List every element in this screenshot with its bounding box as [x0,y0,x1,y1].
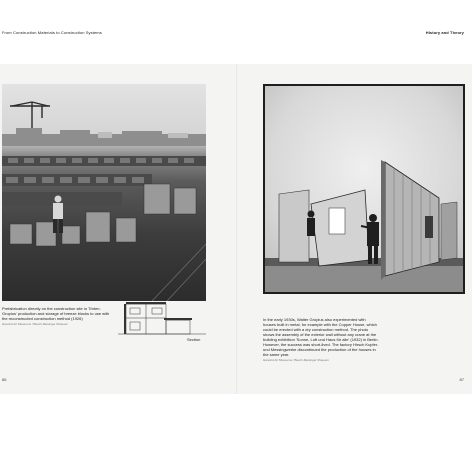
caption-credit-right: Harvard Art Museums / Busch-Reisinger Museum [263,358,329,362]
section-drawing-svg [118,298,206,338]
book-gutter [236,64,237,394]
photo-caption-left [2,306,114,327]
running-head-right: History and Theory [425,30,464,35]
page-number-left: 86 [2,377,7,382]
construction-site-illustration [2,84,206,301]
house-section-drawing [118,298,206,338]
caption-text-right: In the early 1930s, Walter Gropius also experimented with houses built in metal, for example with the Copper House, which could be erected with a dry construction method. The photo shows the assembly of the exterior wall without any crane at the building exhibition 'Sonne, Luft und Haus für alle' (1932) in Berlin. However, the success was short-lived. The factory Hirsch Kupfer- und Messingwerke discontinued the production of the houses in the same year. [263,317,379,357]
panel-assembly-illustration [265,86,463,292]
page-number-right: 87 [459,377,464,382]
caption-text-left: Prefabrication directly on the construction site in Törten: Gropius' production and storage of breeze blocks to use with the reconstructed construction method (1926) [2,306,110,321]
construction-site-photo [2,84,206,301]
photo-caption-right [263,317,379,363]
section-drawing-label: Section [187,337,201,342]
running-head-left: From Construction Materials to Construction Systems [2,30,102,35]
copper-house-assembly-photo [263,84,465,294]
caption-credit-left: Harvard Art Museums / Busch-Reisinger Museum [2,322,68,326]
